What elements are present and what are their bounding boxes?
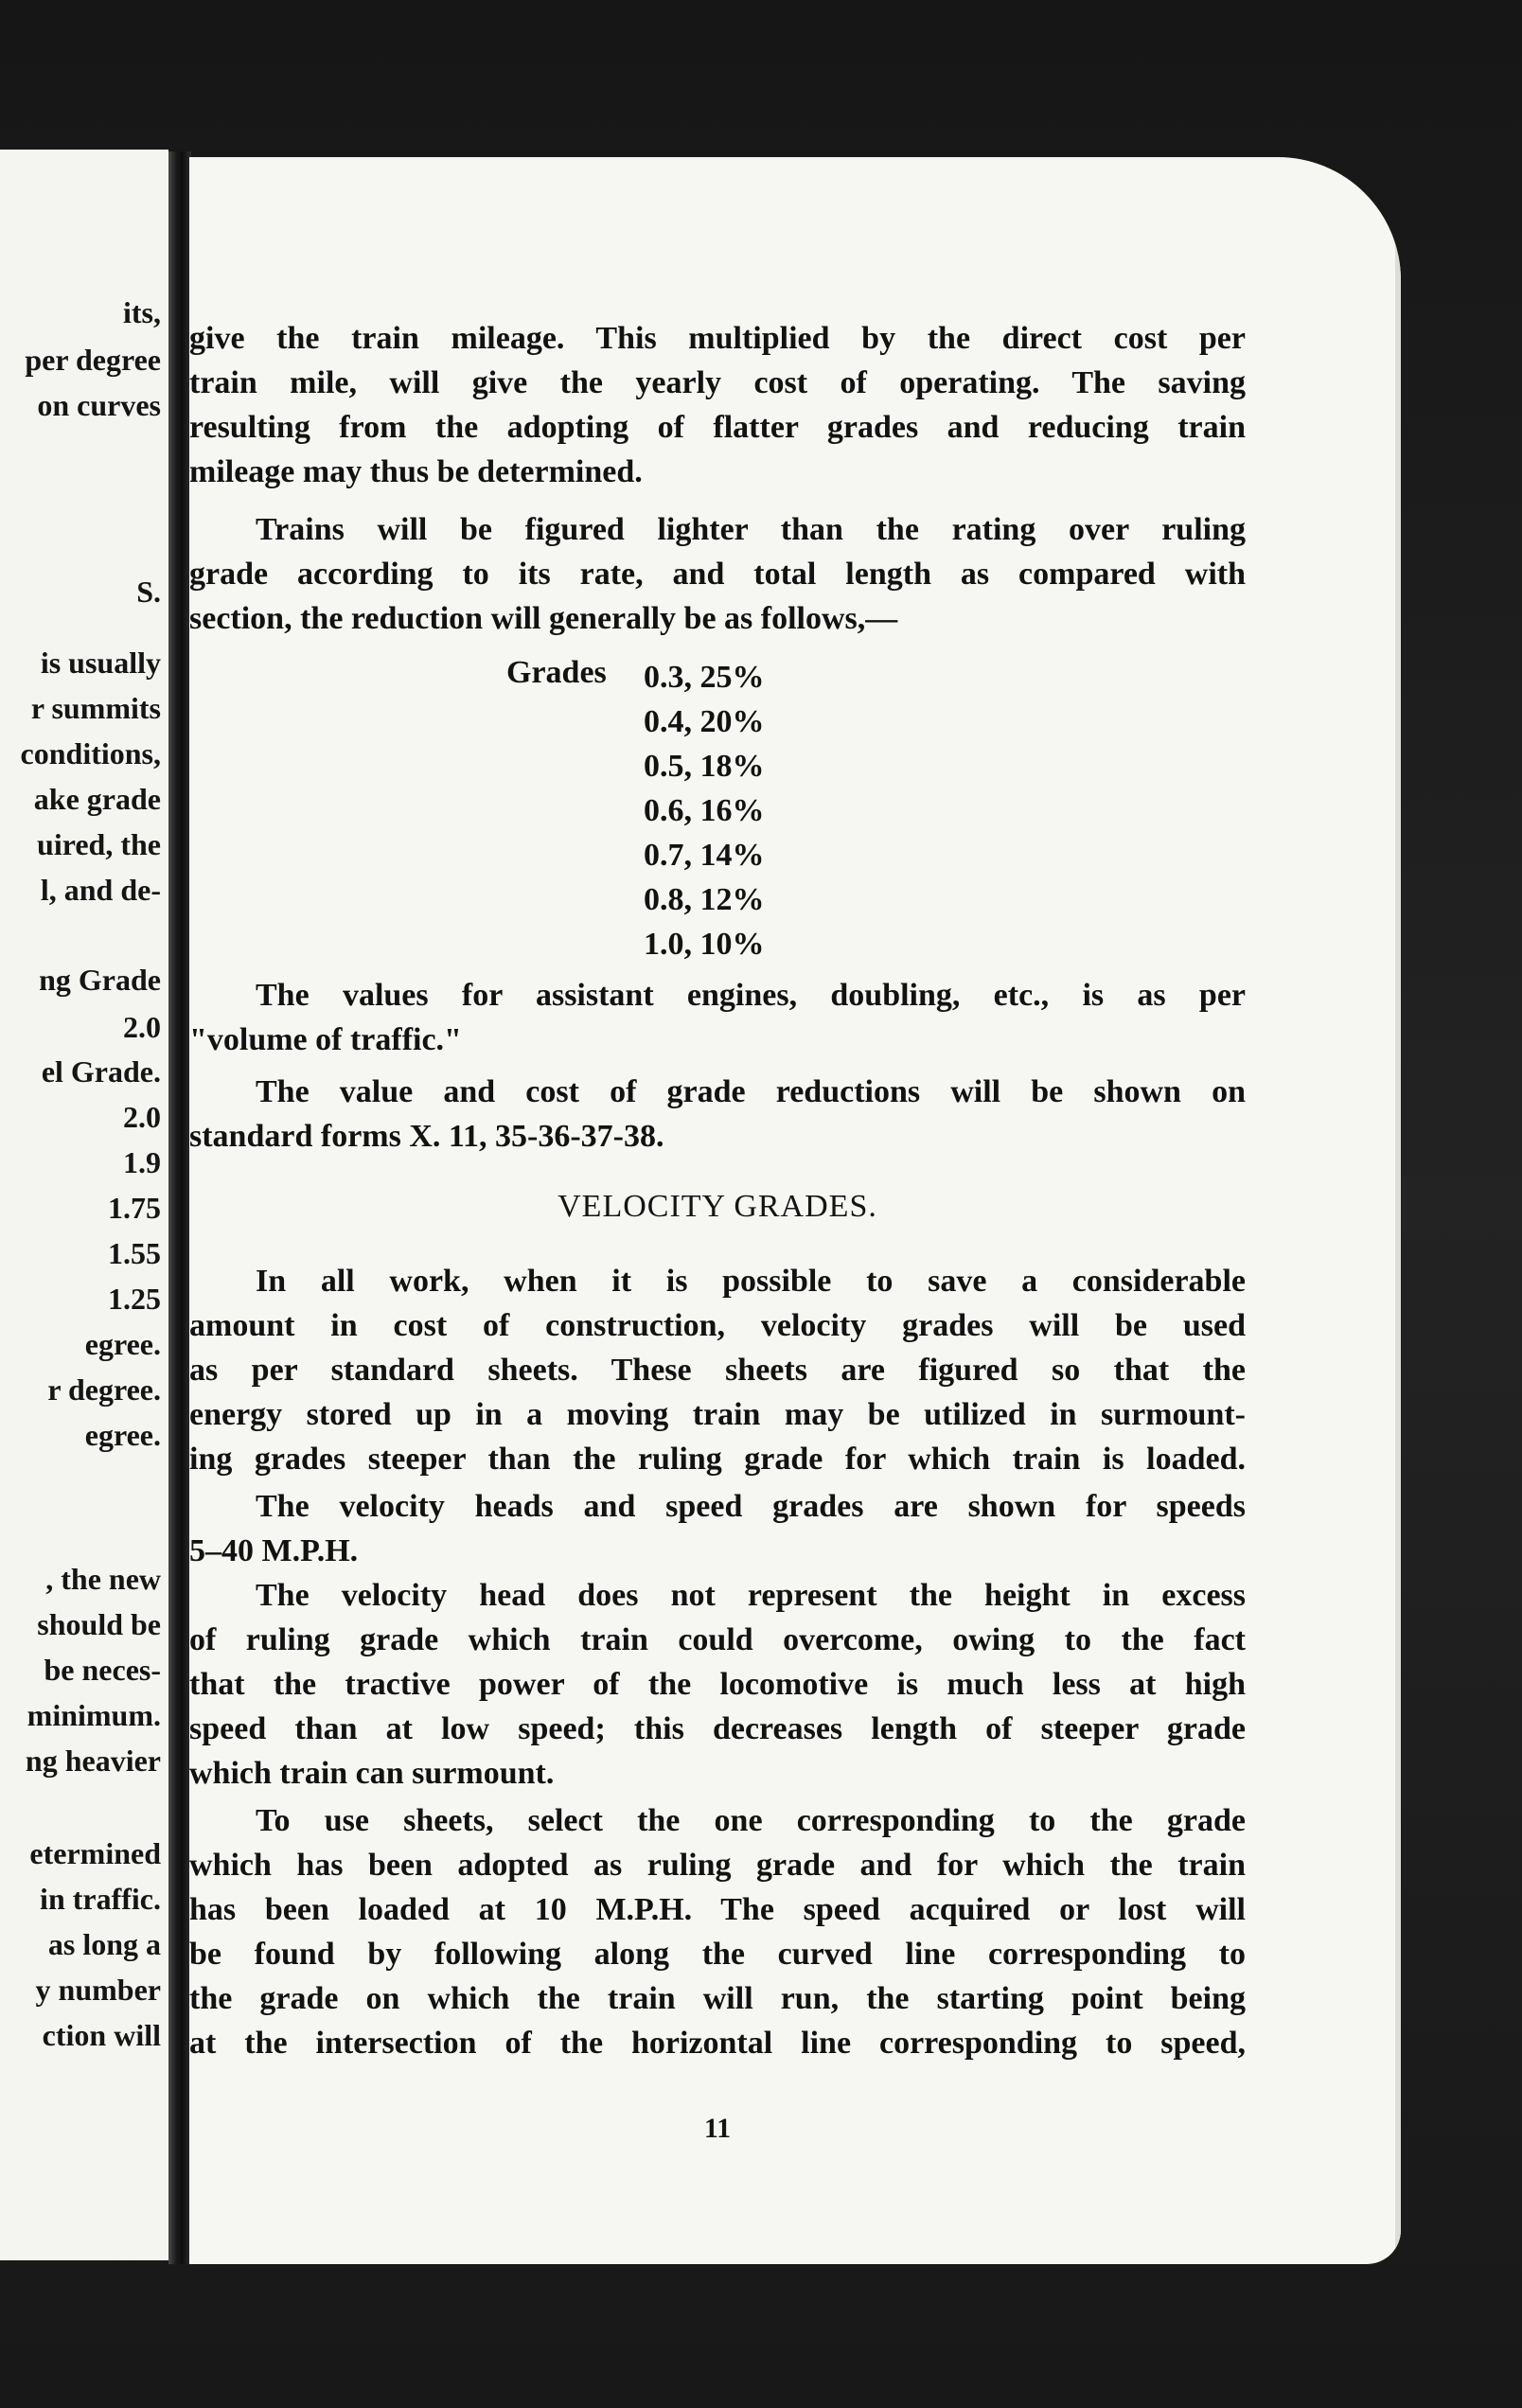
text-line: The values for assistant engines, doubling, etc., is as per: [256, 978, 1246, 1013]
text-line: The value and cost of grade reductions will be shown on: [256, 1074, 1246, 1109]
left-page-text-line: minimum.: [27, 1698, 161, 1732]
grade-row: 0.7, 14%: [644, 838, 765, 873]
left-page-text-line: ng Grade: [39, 963, 161, 997]
left-page-text-line: conditions,: [20, 736, 161, 770]
left-page-text-line: 1.75: [108, 1191, 161, 1225]
left-page-text-line: r summits: [30, 691, 161, 725]
book-gutter: [168, 151, 191, 2264]
paragraph-train-rating: [189, 507, 1246, 641]
text-line: To use sheets, select the one corresponding to the grade: [256, 1803, 1246, 1838]
left-page-text-line: per degree: [25, 343, 161, 377]
right-page: [189, 157, 1401, 2264]
left-page-text-line: r degree.: [47, 1372, 161, 1407]
text-line: 5–40 M.P.H.: [189, 1533, 359, 1568]
text-line: which train can surmount.: [189, 1756, 555, 1791]
paragraph-velocity-head-explanation: [189, 1573, 1246, 1796]
left-page-text-line: 1.25: [108, 1282, 161, 1316]
left-page-text-line: be neces-: [44, 1653, 161, 1687]
text-line: energy stored up in a moving train may be utilized in surmount-: [189, 1397, 1246, 1432]
page-number: 11: [703, 2113, 732, 2144]
paragraph-using-sheets: [189, 1798, 1246, 2065]
left-page-text-line: egree.: [84, 1327, 161, 1361]
paragraph-assistant-engines: [189, 973, 1246, 1062]
paragraph-train-mileage: [189, 316, 1246, 494]
grades-label: Grades: [506, 655, 607, 690]
left-page-text-line: should be: [37, 1607, 161, 1641]
left-page-text-line: egree.: [84, 1418, 161, 1452]
text-line: standard forms X. 11, 35-36-37-38.: [189, 1119, 664, 1154]
text-line: give the train mileage. This multiplied by the direct cost per: [189, 321, 1246, 356]
text-line: resulting from the adopting of flatter grades and reducing train: [189, 410, 1246, 445]
section-heading: VELOCITY GRADES.: [557, 1189, 877, 1224]
text-line: be found by following along the curved line corresponding to: [189, 1937, 1246, 1972]
left-page-text-line: el Grade.: [41, 1054, 161, 1089]
grade-row: 0.6, 16%: [644, 793, 765, 828]
paragraph-grade-reductions: [189, 1070, 1246, 1159]
text-line: that the tractive power of the locomotive is much less at high: [189, 1667, 1246, 1702]
text-line: has been loaded at 10 M.P.H. The speed acquired or lost will: [189, 1892, 1246, 1927]
left-page-text-line: ake grade: [33, 782, 161, 816]
text-line: Trains will be figured lighter than the rating over ruling: [256, 512, 1246, 547]
grade-row: 0.3, 25%: [644, 660, 765, 695]
left-page-text-line: ction will: [42, 2018, 161, 2052]
left-page-text-line: S.: [136, 575, 161, 609]
paragraph-velocity-heads: [189, 1484, 1246, 1573]
left-page-text-line: y number: [35, 1973, 161, 2007]
text-line: train mile, will give the yearly cost of operating. The saving: [189, 365, 1246, 400]
left-page-text-line: 2.0: [123, 1010, 161, 1044]
left-page-text-line: 1.9: [123, 1145, 161, 1179]
left-page-text-line: etermined: [29, 1836, 161, 1870]
text-line: as per standard sheets. These sheets are figured so that the: [189, 1353, 1246, 1388]
text-line: at the intersection of the horizontal line corresponding to speed,: [189, 2026, 1246, 2061]
text-line: the grade on which the train will run, the starting point being: [189, 1981, 1246, 2016]
grade-row: 0.5, 18%: [644, 749, 765, 784]
text-line: grade according to its rate, and total length as compared with: [189, 557, 1246, 592]
grade-row: 0.4, 20%: [644, 704, 765, 739]
left-page-text-line: on curves: [37, 388, 161, 422]
grade-row: 0.8, 12%: [644, 882, 765, 917]
text-line: mileage may thus be determined.: [189, 454, 643, 489]
text-line: The velocity head does not represent the height in excess: [256, 1578, 1246, 1613]
left-page-text-line: is usually: [40, 646, 161, 680]
left-page-fragment: [0, 150, 168, 2260]
text-line: The velocity heads and speed grades are shown for speeds: [256, 1489, 1246, 1524]
left-page-text-line: as long a: [47, 1927, 161, 1961]
grade-row: 1.0, 10%: [644, 927, 765, 962]
left-page-text-line: 1.55: [108, 1236, 161, 1270]
text-line: "volume of traffic.": [189, 1022, 462, 1057]
left-page-text-line: uired, the: [37, 827, 161, 861]
left-page-text-line: its,: [123, 295, 161, 329]
left-page-text-line: ng heavier: [25, 1744, 161, 1778]
text-line: In all work, when it is possible to save a considerable: [256, 1264, 1246, 1299]
paragraph-velocity-grades: [189, 1259, 1246, 1481]
left-page-text-line: in traffic.: [40, 1882, 161, 1916]
left-page-text-line: l, and de-: [40, 873, 161, 907]
text-line: which has been adopted as ruling grade and for which the train: [189, 1848, 1246, 1883]
text-line: section, the reduction will generally be as follows,—: [189, 601, 898, 636]
text-line: speed than at low speed; this decreases length of steeper grade: [189, 1711, 1246, 1746]
text-line: of ruling grade which train could overcome, owing to the fact: [189, 1622, 1246, 1657]
text-line: ing grades steeper than the ruling grade for which train is loaded.: [189, 1442, 1246, 1477]
grades-reduction-table: [644, 655, 765, 966]
text-line: amount in cost of construction, velocity grades will be used: [189, 1308, 1246, 1343]
left-page-text-line: 2.0: [123, 1100, 161, 1134]
left-page-text-line: , the new: [45, 1562, 161, 1596]
